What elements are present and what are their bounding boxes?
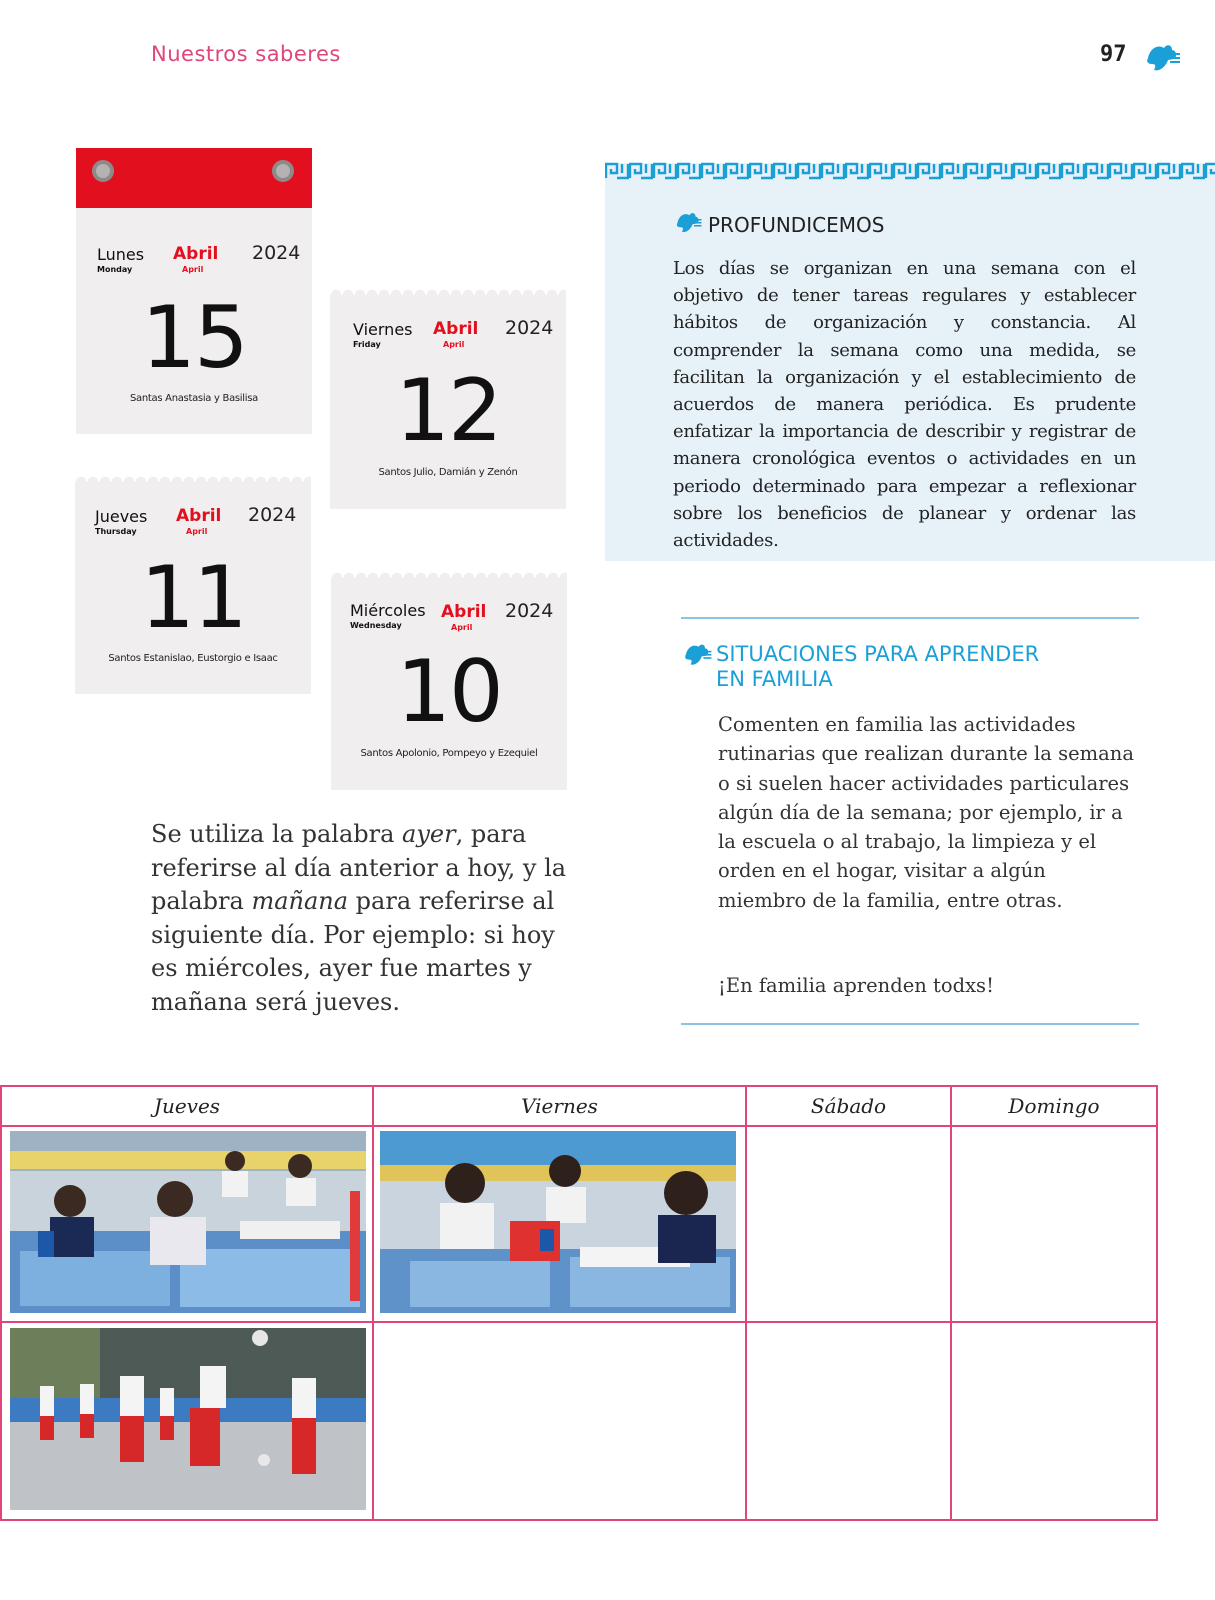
- calendar-page-lunes: [76, 148, 312, 434]
- calendar-saints: Santos Estanislao, Eustorgio e Isaac: [108, 653, 278, 664]
- calendar-year: 2024: [505, 600, 554, 622]
- page-number: 97: [1100, 42, 1127, 67]
- calendar-month-en: April: [186, 527, 208, 536]
- classroom-photo: [10, 1131, 366, 1313]
- calendar-page-jueves: [75, 482, 311, 694]
- calendar-saints: Santos Julio, Damián y Zenón: [378, 467, 518, 478]
- classroom-photo: [380, 1131, 736, 1313]
- calendar-month: Abril: [176, 506, 222, 526]
- divider: [681, 617, 1139, 619]
- calendar-day: Lunes: [97, 245, 145, 264]
- calendar-year: 2024: [252, 242, 301, 264]
- calendar-month-en: April: [451, 623, 473, 632]
- column-header-sabado: Sábado: [810, 1094, 887, 1118]
- calendar-day-en: Wednesday: [350, 621, 402, 630]
- column-header-jueves: Jueves: [153, 1094, 221, 1118]
- calendar-ring-icon: [92, 160, 114, 182]
- calendar-month: Abril: [441, 602, 487, 622]
- calendar-number: 11: [140, 548, 246, 648]
- column-header-domingo: Domingo: [1008, 1094, 1100, 1118]
- week-table: [0, 1085, 1158, 1521]
- column-header-viernes: Viernes: [521, 1094, 598, 1118]
- calendar-year: 2024: [248, 504, 297, 526]
- calendar-number: 15: [141, 288, 247, 388]
- profundicemos-title: PROFUNDICEMOS: [708, 213, 885, 237]
- calendar-number: 12: [395, 361, 501, 461]
- calendar-month-en: April: [182, 265, 204, 274]
- calendar-day: Jueves: [95, 507, 148, 526]
- hand-glyph-icon: [1142, 40, 1182, 74]
- calendar-month-en: April: [443, 340, 465, 349]
- section-title: Nuestros saberes: [151, 42, 341, 66]
- familia-closing: ¡En familia aprenden todxs!: [718, 974, 994, 997]
- calendar-saints: Santos Apolonio, Pompeyo y Ezequiel: [360, 748, 538, 759]
- greca-border: [605, 161, 1215, 181]
- playground-photo: [10, 1328, 366, 1510]
- calendar-day-en: Friday: [353, 340, 381, 349]
- calendar-month: Abril: [433, 319, 479, 339]
- calendar-ring-icon: [272, 160, 294, 182]
- familia-title: SITUACIONES PARA APRENDER EN FAMILIA: [716, 642, 1040, 691]
- familia-body: Comenten en familia las actividades rutinarias que realizan durante la semana o si suelen hacer actividades particulares algún día de la semana; por ejemplo, ir a la escuela o al trabajo, la limpieza y el orden en el hogar, visitar a algún miembro de la familia, entre otras.: [718, 713, 1134, 912]
- calendar-day-en: Monday: [97, 265, 133, 274]
- calendar-day-en: Thursday: [95, 527, 137, 536]
- calendar-month: Abril: [173, 244, 219, 264]
- hand-glyph-icon: [681, 640, 713, 668]
- calendar-page-viernes: [330, 295, 566, 509]
- calendar-day: Viernes: [353, 320, 413, 339]
- calendar-year: 2024: [505, 317, 554, 339]
- divider: [681, 1023, 1139, 1025]
- main-explanation: Se utiliza la palabra ayer, para referirse al día anterior a hoy, y la palabra mañana para referirse al siguiente día. Por ejemplo: si hoy es miércoles, ayer fue martes y mañana será jueves.: [151, 820, 567, 1016]
- hand-glyph-icon: [673, 209, 703, 235]
- calendar-number: 10: [396, 642, 502, 742]
- calendar-saints: Santas Anastasia y Basilisa: [130, 393, 258, 404]
- calendar-page-miercoles: [331, 578, 567, 790]
- calendar-day: Miércoles: [350, 601, 426, 620]
- profundicemos-body: Los días se organizan en una semana con el objetivo de tener tareas regulares y establecer hábitos de organización y constancia. Al comprender la semana como una medida, se facilitan la organización y el establecimiento de acuerdos de manera periódica. Es prudente enfatizar la importancia de describir y registrar de manera cronológica eventos o actividades en un periodo determinado para empezar a reflexionar sobre los beneficios de planear y ordenar las actividades.: [673, 258, 1136, 552]
